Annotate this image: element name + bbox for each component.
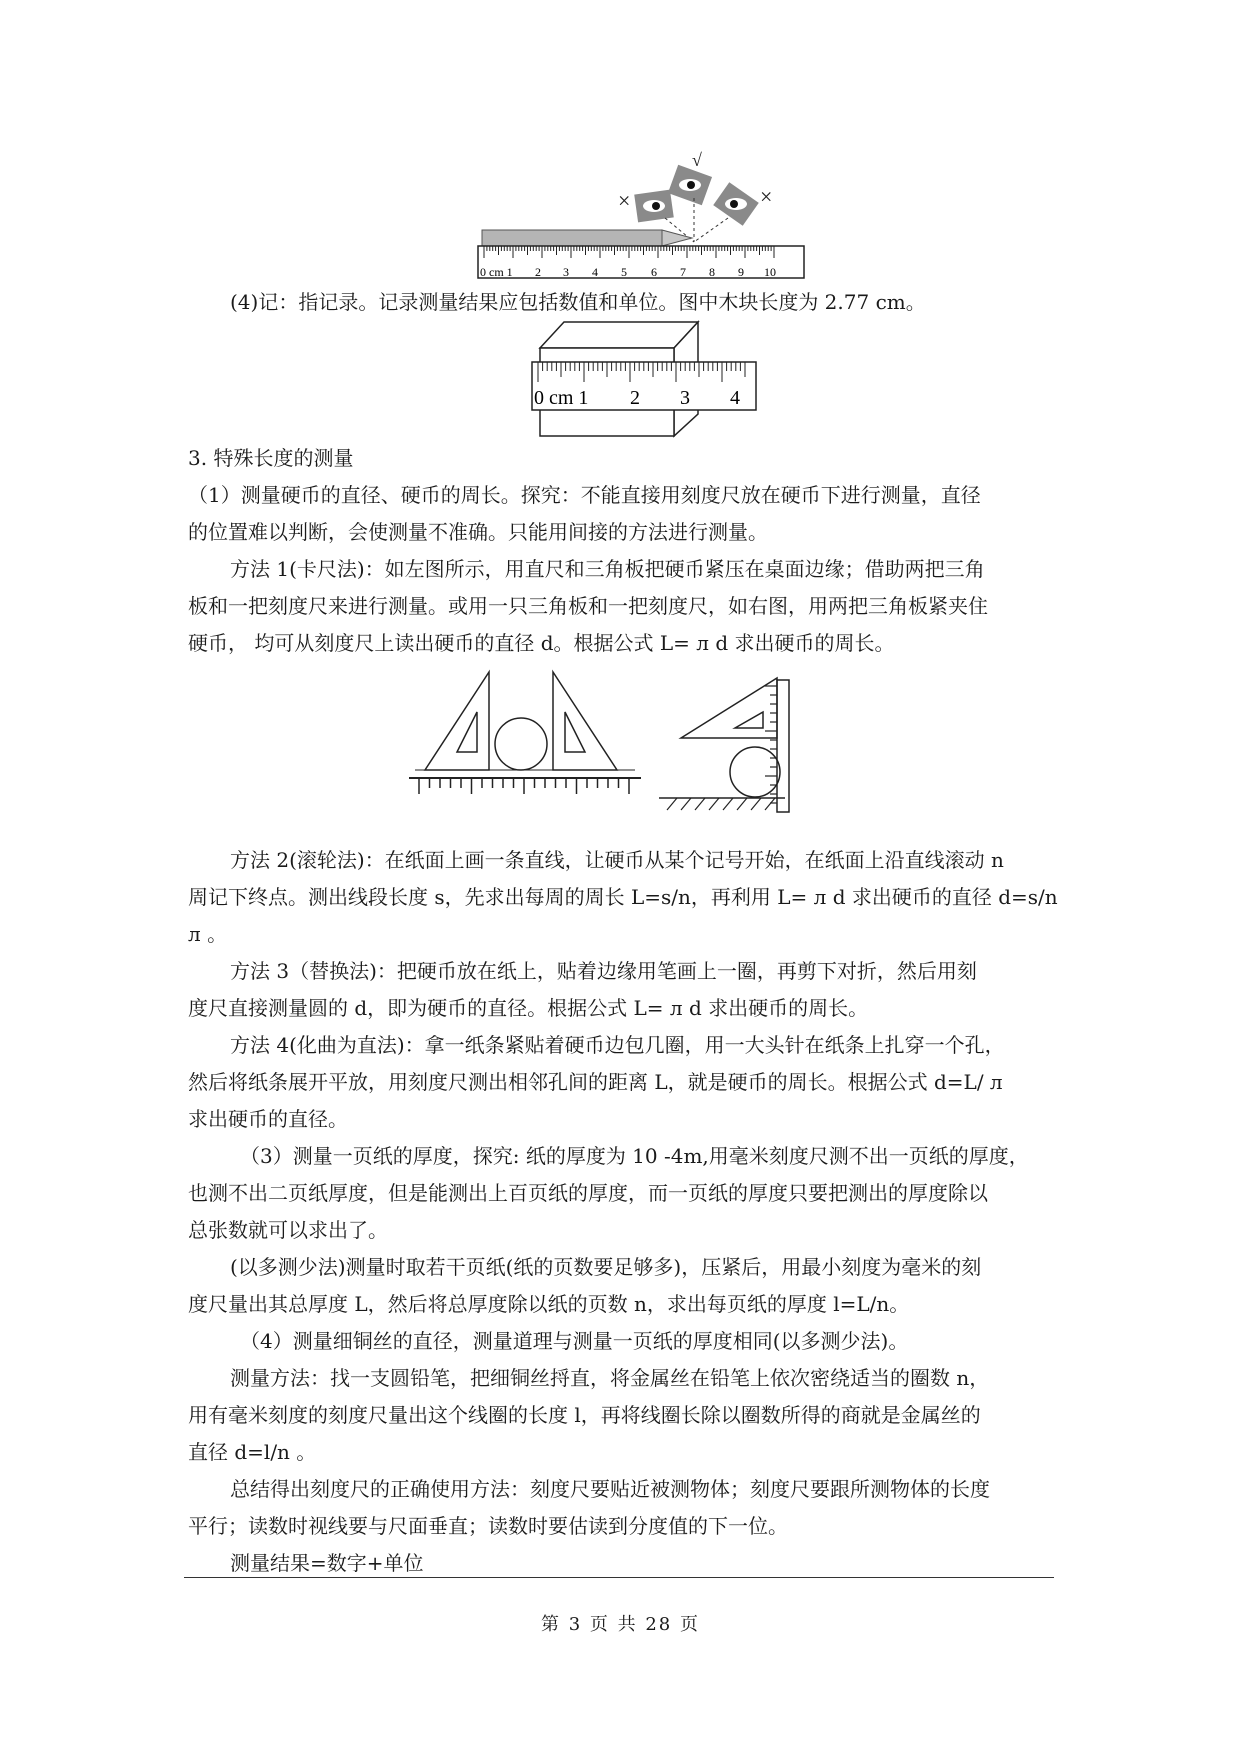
paragraph-line: 度尺直接测量圆的 d，即为硬币的直径。根据公式 L= л d 求出硬币的周长。 (188, 996, 869, 1020)
block-ruler-label-3: 3 (680, 387, 690, 409)
ruler-label-2: 2 (535, 265, 541, 279)
ruler-label-7: 7 (680, 265, 686, 279)
paragraph-line: 方法 2(滚轮法)：在纸面上画一条直线，让硬币从某个记号开始，在纸面上沿直线滚动 n (230, 848, 1004, 872)
page-number: 第 3 页 共 28 页 (541, 1614, 700, 1635)
paragraph-line: 测量方法：找一支圆铅笔，把细铜丝捋直，将金属丝在铅笔上依次密绕适当的圈数 n， (230, 1366, 990, 1390)
wrong-mark-left: × (618, 188, 631, 213)
paragraph-line: 平行；读数时视线要与尺面垂直；读数时要估读到分度值的下一位。 (188, 1514, 788, 1538)
paragraph-line: 用有毫米刻度的刻度尺量出这个线圈的长度 l，再将线圈长除以圈数所得的商就是金属丝的 (188, 1403, 981, 1427)
eye-icon-top (668, 165, 712, 206)
ruler-label-9: 9 (738, 265, 744, 279)
paragraph-line: (以多测少法)测量时取若干页纸(纸的页数要足够多)，压紧后，用最小刻度为毫米的刻 (230, 1255, 982, 1279)
footer-divider (184, 1577, 1054, 1578)
paragraph-line: 板和一把刻度尺来进行测量。或用一只三角板和一把刻度尺，如右图，用两把三角板紧夹住 (188, 594, 988, 618)
section-heading: 3. 特殊长度的测量 (188, 446, 354, 470)
paragraph-line: 也测不出二页纸厚度，但是能测出上百页纸的厚度，而一页纸的厚度只要把测出的厚度除以 (188, 1181, 988, 1205)
paragraph-line: （3）测量一页纸的厚度，探究: 纸的厚度为 10 -4m,用毫米刻度尺测不出一页纸的厚度， (240, 1144, 1029, 1168)
block-ruler-figure (530, 318, 764, 438)
paragraph-line: 方法 3（替换法)：把硬币放在纸上，贴着边缘用笔画上一圈，再剪下对折，然后用刻 (230, 959, 977, 983)
paragraph-line: 的位置难以判断，会使测量不准确。只能用间接的方法进行测量。 (188, 520, 768, 544)
paragraph-line: 方法 1(卡尺法)：如左图所示，用直尺和三角板把硬币紧压在桌面边缘；借助两把三角 (230, 557, 985, 581)
paragraph-line: （4）测量细铜丝的直径，测量道理与测量一页纸的厚度相同(以多测少法)。 (240, 1329, 909, 1353)
paragraph-line: 总张数就可以求出了。 (188, 1218, 388, 1242)
ruler-label-10: 10 (764, 265, 776, 279)
eye-ruler-figure (470, 148, 820, 284)
ruler-label-4: 4 (592, 265, 598, 279)
ruler-label-6: 6 (651, 265, 657, 279)
paragraph-line: 方法 4(化曲为直法)：拿一纸条紧贴着硬币边包几圈，用一大头针在纸条上扎穿一个孔， (230, 1033, 1005, 1057)
paragraph-line: 总结得出刻度尺的正确使用方法：刻度尺要贴近被测物体；刻度尺要跟所测物体的长度 (230, 1477, 990, 1501)
paragraph-line: 直径 d=l/n 。 (188, 1440, 317, 1464)
wrong-mark-right: × (760, 184, 773, 209)
paragraph-line: (4)记：指记录。记录测量结果应包括数值和单位。图中木块长度为 2.77 cm。 (230, 290, 926, 314)
ruler-label-3: 3 (563, 265, 569, 279)
paragraph-line: 周记下终点。测出线段长度 s，先求出每周的周长 L=s/n，再利用 L= л d 求出硬币的直径 d=s/n (188, 885, 1058, 909)
eye-icon-left (634, 190, 674, 223)
ruler-label-8: 8 (709, 265, 715, 279)
block-ruler-label-4: 4 (730, 387, 740, 409)
correct-mark: √ (692, 150, 702, 170)
paragraph-line: 求出硬币的直径。 (188, 1107, 348, 1131)
coin-triangle-figure (405, 668, 835, 816)
ruler-label-5: 5 (621, 265, 627, 279)
block-ruler-label-0: 0 cm 1 (534, 387, 589, 409)
paragraph-line: 硬币， 均可从刻度尺上读出硬币的直径 d。根据公式 L= л d 求出硬币的周长。 (188, 631, 895, 655)
block-ruler-label-2: 2 (630, 387, 640, 409)
paragraph-line: 然后将纸条展开平放，用刻度尺测出相邻孔间的距离 L，就是硬币的周长。根据公式 d=L/ л (188, 1070, 1003, 1094)
paragraph-line: （1）测量硬币的直径、硬币的周长。探究：不能直接用刻度尺放在硬币下进行测量，直径 (188, 483, 981, 507)
paragraph-line: 度尺量出其总厚度 L，然后将总厚度除以纸的页数 n，求出每页纸的厚度 l=L/n。 (188, 1292, 910, 1316)
eye-icon-right (713, 182, 759, 226)
paragraph-line: л 。 (188, 922, 228, 946)
ruler-label-0: 0 cm 1 (480, 265, 513, 279)
paragraph-line: 测量结果=数字+单位 (230, 1551, 424, 1575)
